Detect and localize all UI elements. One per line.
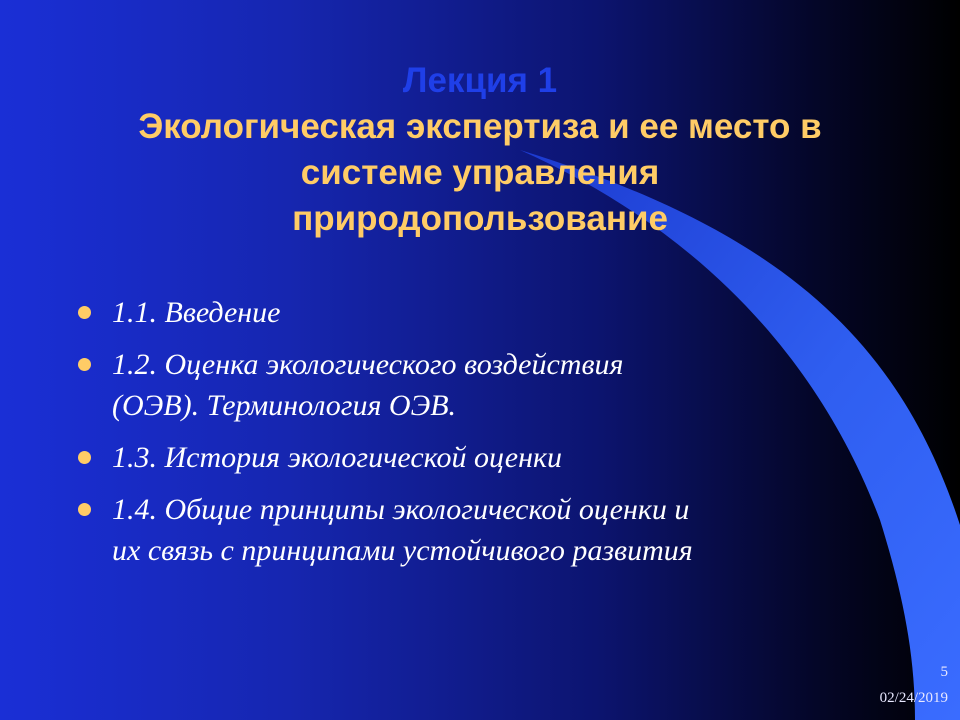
bullet-text-line: их связь с принципами устойчивого развития — [112, 534, 693, 567]
bullet-marker — [78, 451, 91, 464]
bullet-item — [72, 489, 862, 571]
title-line: системе управления — [300, 153, 660, 192]
bullet-marker — [78, 503, 91, 516]
title-line: Экологическая экспертиза и ее место в — [138, 107, 822, 146]
slide-title — [40, 58, 920, 242]
bullet-text-line: 1.4. Общие принципы экологической оценки и — [112, 493, 690, 526]
bullet-text-line: 1.1. Введение — [112, 296, 281, 329]
lecture-number: Лекция 1 — [402, 61, 558, 100]
bullet-item — [72, 292, 862, 333]
slide-number: 5 — [940, 664, 948, 680]
slide-date: 02/24/2019 — [879, 690, 948, 706]
bullet-text-line: 1.2. Оценка экологического воздействия — [112, 348, 624, 381]
bullet-text-line: 1.3. История экологической оценки — [112, 441, 563, 474]
bullet-text-line: (ОЭВ). Терминология ОЭВ. — [112, 389, 457, 422]
bullet-marker — [78, 358, 91, 371]
bullet-item — [72, 344, 862, 426]
bullet-list — [72, 292, 862, 582]
title-line: природопользование — [292, 199, 668, 238]
bullet-item — [72, 437, 862, 478]
bullet-marker — [78, 306, 91, 319]
